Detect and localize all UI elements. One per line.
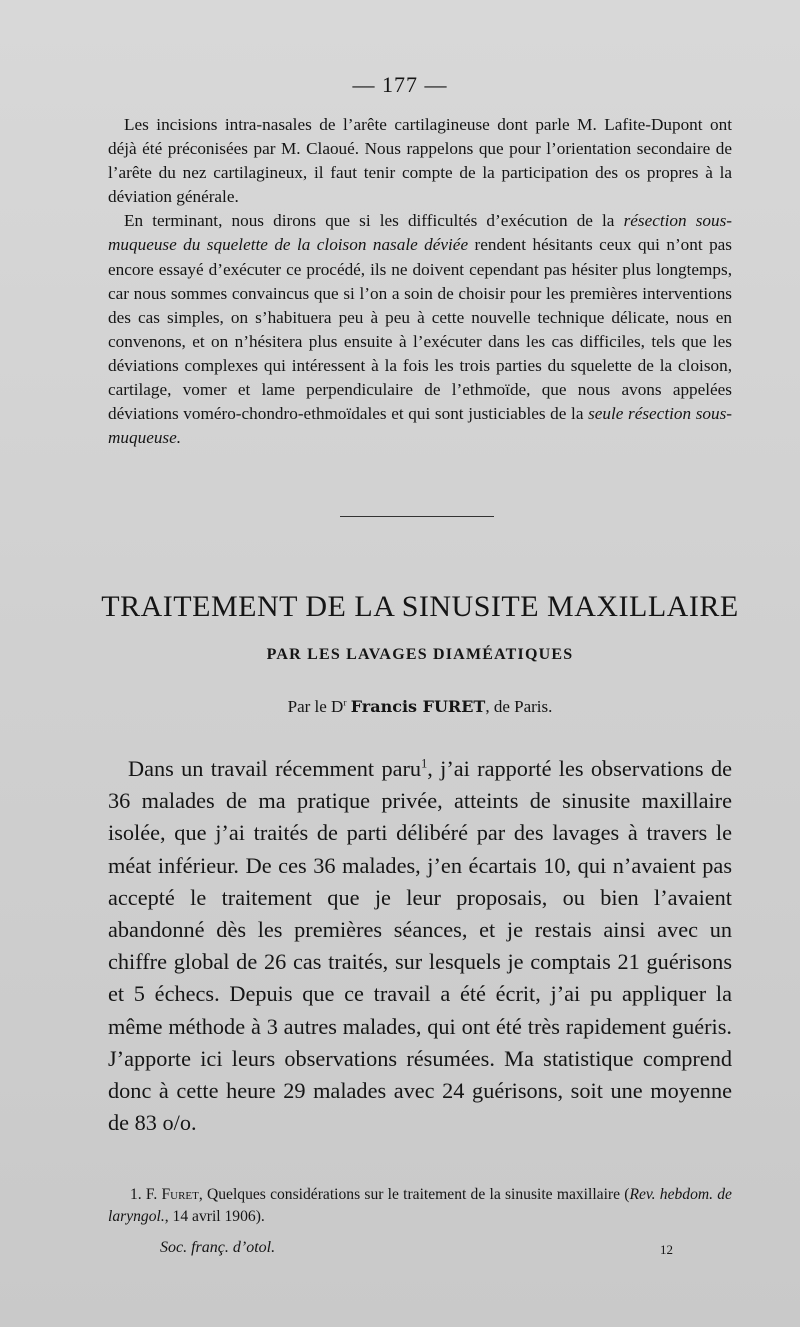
footnote	[108, 1184, 732, 1228]
text-run: , 14 avril 1906).	[164, 1208, 265, 1225]
previous-article-conclusion	[108, 113, 732, 450]
italic-run: Rev. hebdom. de laryngol.	[108, 1186, 732, 1225]
signature-mark: Soc. franç. d’otol.	[160, 1239, 276, 1256]
small-caps-run: Furet	[161, 1186, 199, 1203]
text-run: 1. F.	[130, 1186, 162, 1203]
page-number: — 177 —	[352, 72, 448, 97]
text-run: , Quelques considérations sur le traitement de la sinusite maxillaire (	[198, 1186, 630, 1203]
text-run: Les incisions intra-nasales de l’arête cartilagineuse dont parle M. Lafite-Dupont ont déjà été préconisées par M. Claoué. Nous rappelons que pour l’orientation secondaire de l’arête du nez cartilagineux, il faut tenir compte de la participation des os propres à la déviation générale.	[108, 115, 732, 207]
footnote-ref: 1	[421, 756, 428, 771]
text-run: Dans un travail récemment paru	[128, 756, 422, 781]
author-title-sup: r	[343, 698, 347, 709]
author-suffix: , de Paris.	[485, 697, 553, 716]
author-prefix: Par le D	[287, 697, 344, 716]
article-body	[108, 753, 732, 1139]
paragraph	[108, 209, 732, 450]
italic-run: résection sous-muqueuse du squelette de la cloison nasale déviée	[108, 211, 732, 255]
text-run: , j’ai rapporté les observations de 36 malades de ma pratique privée, atteints de sinusite maxillaire isolée, que j’ai traités de parti délibéré par des lavages à travers le méat inférieur. De ces 36 malades, j’en écartais 10, qui n’avaient pas accepté le traitement que je leur proposais, ou bien l’avaient abandonné dès les premières séances, et je restais ainsi avec un chiffre global de 26 cas traités, sur lesquels je comptais 21 guérisons et 5 échecs. Depuis que ce travail a été écrit, j’ai pu appliquer la même méthode à 3 autres malades, qui ont été très rapidement guéris. J’apporte ici leurs observations résumées. Ma statistique comprend donc à cette heure 29 malades avec 24 guérisons, soit une moyenne de 83 o/o.	[108, 756, 732, 1136]
footnote-text	[108, 1184, 732, 1228]
article-subtitle: PAR LES LAVAGES DIAMÉATIQUES	[266, 646, 574, 663]
article-title: TRAITEMENT DE LA SINUSITE MAXILLAIRE	[101, 590, 739, 623]
italic-run: seule résection sous-muqueuse.	[108, 404, 732, 448]
author-name: Francis FURET	[350, 697, 486, 716]
section-divider	[340, 516, 494, 517]
text-run: rendent hésitants ceux qui n’ont pas encore essayé d’exécuter ce procédé, ils ne doivent cependant pas hésiter plus longtemps, car nous sommes convaincus que si l’on a soin de choisir pour les premières interventions des cas simples, on s’habituera peu à peu à cette nouvelle technique délicate, nous en convenons, et on n’hésitera plus ensuite à l’exécuter dans les cas difficiles, tels que les déviations complexes qui intéressent à la fois les trois parties du squelette de la cloison, cartilage, vomer et lame perpendiculaire de l’ethmoïde, que nous avons appelées déviations voméro-chondro-ethmoïdales et qui sont justiciables de la	[108, 235, 732, 424]
article-byline	[0, 697, 800, 717]
text-run: En terminant, nous dirons que si les difficultés d’exécution de la	[124, 211, 624, 231]
paragraph	[108, 113, 732, 209]
signature-number: 12	[660, 1242, 673, 1257]
paragraph	[108, 753, 732, 1139]
